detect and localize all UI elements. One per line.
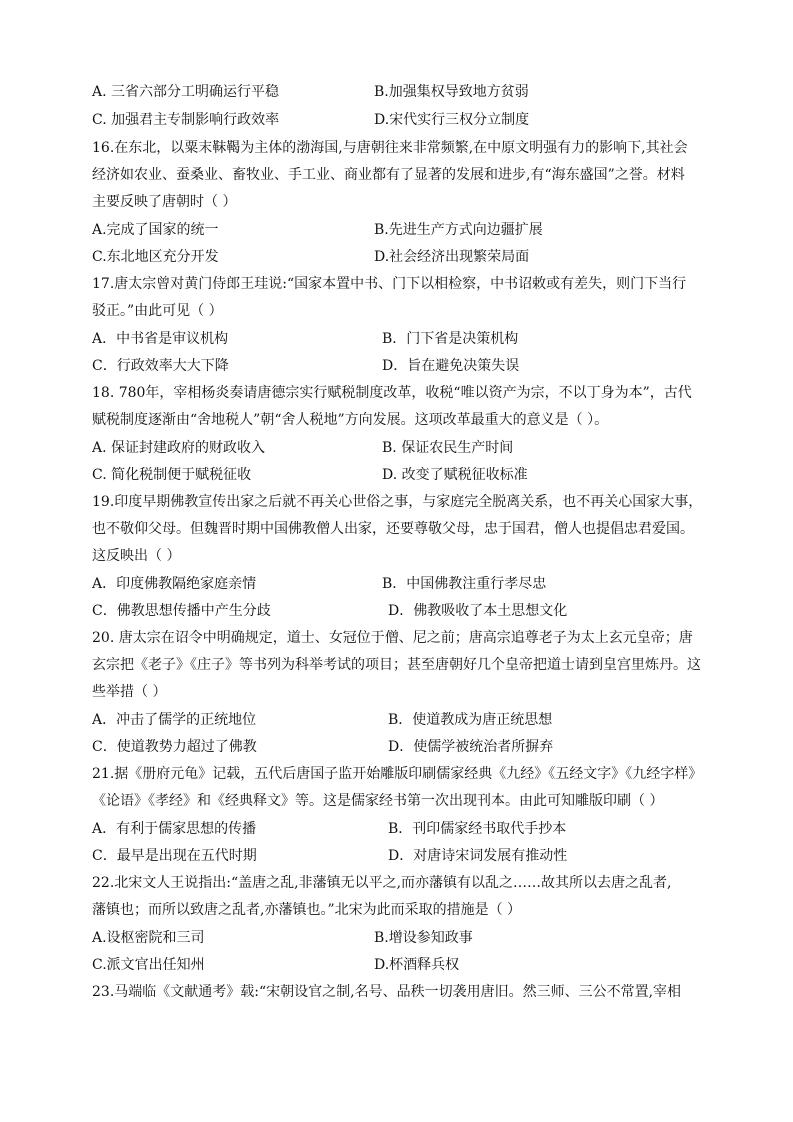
answer-option: A．有利于儒家思想的传播 bbox=[92, 821, 257, 837]
question-text-line: 主要反映了唐朝时（ ） bbox=[92, 194, 237, 210]
answer-option: A．冲击了儒学的正统地位 bbox=[92, 712, 257, 728]
question-text-line: 17.唐太宗曾对黄门侍郎王珪说:“国家本置中书、门下以相检察，中书诏敕或有差失，则门下当行 bbox=[92, 276, 687, 292]
answer-option: B．门下省是决策机构 bbox=[382, 331, 519, 347]
answer-option: B.先进生产方式向边疆扩展 bbox=[374, 222, 543, 238]
answer-option: D. 改变了赋税征收标准 bbox=[382, 467, 528, 483]
question-text-line: 这反映出（ ） bbox=[92, 548, 181, 564]
answer-option: B．使道教成为唐正统思想 bbox=[388, 712, 553, 728]
question-text-line: 19.印度早期佛教宣传出家之后就不再关心世俗之事，与家庭完全脱离关系，也不再关心国家大事， bbox=[92, 494, 702, 510]
question-text-line: 20. 唐太宗在诏令中明确规定，道士、女冠位于僧、尼之前；唐高宗追尊老子为太上玄元皇帝；唐 bbox=[92, 630, 693, 646]
answer-option: A. 三省六部分工明确运行平稳 bbox=[92, 84, 280, 100]
answer-option: D.宋代实行三权分立制度 bbox=[374, 112, 530, 128]
answer-option: B.加强集权导致地方贫弱 bbox=[374, 84, 529, 100]
answer-option: B.增设参知政事 bbox=[374, 930, 473, 946]
answer-option: D．佛教吸收了本土思想文化 bbox=[388, 603, 568, 619]
answer-option: C．最早是出现在五代时期 bbox=[92, 848, 257, 864]
question-text-line: 21.据《册府元龟》记载，五代后唐国子监开始雕版印刷儒家经典《九经》《五经文字》《九经字样》 bbox=[92, 766, 702, 782]
answer-option: C. 加强君主专制影响行政效率 bbox=[92, 112, 280, 128]
answer-option: C．行政效率大大下降 bbox=[92, 358, 229, 374]
answer-option: A.完成了国家的统一 bbox=[92, 222, 219, 238]
answer-option: A．中书省是审议机构 bbox=[92, 331, 229, 347]
answer-option: B. 保证农民生产时间 bbox=[382, 440, 514, 456]
question-text-line: 也不敬仰父母。但魏晋时期中国佛教僧人出家，还要尊敬父母，忠于国君，僧人也提倡忠君爱国。 bbox=[92, 521, 694, 537]
answer-option: C．佛教思想传播中产生分歧 bbox=[92, 603, 271, 619]
question-text-line: 18. 780年，宰相杨炎奏请唐德宗实行赋税制度改革，收税“唯以资产为宗，不以丁身为本”，古代 bbox=[92, 385, 692, 401]
answer-option: D.杯酒释兵权 bbox=[374, 957, 460, 973]
question-text-line: 些举措（ ） bbox=[92, 684, 167, 700]
answer-option: D．使儒学被统治者所摒弃 bbox=[388, 739, 554, 755]
question-text-line: 22.北宋文人王说指出:“盖唐之乱,非藩镇无以平之,而亦藩镇有以乱之……故其所以去唐之乱者, bbox=[92, 875, 672, 891]
answer-option: C. 简化税制便于赋税征收 bbox=[92, 467, 252, 483]
answer-option: B．刊印儒家经书取代手抄本 bbox=[388, 821, 567, 837]
answer-option: C.东北地区充分开发 bbox=[92, 249, 219, 265]
answer-option: A. 保证封建政府的财政收入 bbox=[92, 440, 266, 456]
question-text-line: 赋税制度逐渐由“舍地税人”朝“舍人税地”方向发展。这项改革最重大的意义是（ ）。 bbox=[92, 412, 609, 428]
question-text-line: 23.马端临《文献通考》载:“宋朝设官之制,名号、品秩一切袭用唐旧。然三师、三公不常置,宰相 bbox=[92, 984, 682, 1000]
answer-option: A．印度佛教隔绝家庭亲情 bbox=[92, 576, 257, 592]
question-text-line: 藩镇也；而所以致唐之乱者,亦藩镇也。”北宋为此而采取的措施是（ ） bbox=[92, 902, 522, 918]
answer-option: D．旨在避免决策失误 bbox=[382, 358, 520, 374]
question-text-line: 16.在东北，以粟末靺鞨为主体的渤海国,与唐朝往来非常频繁,在中原文明强有力的影响下,其社会 bbox=[92, 140, 688, 156]
question-text-line: 《论语》《孝经》和《经典释文》等。这是儒家经书第一次出现刊本。由此可知雕版印刷（ ） bbox=[92, 793, 664, 809]
answer-option: C．使道教势力超过了佛教 bbox=[92, 739, 257, 755]
question-text-line: 玄宗把《老子》《庄子》等书列为科举考试的项目；甚至唐朝好几个皇帝把道士请到皇宫里炼丹。这 bbox=[92, 657, 701, 673]
answer-option: C.派文官出任知州 bbox=[92, 957, 205, 973]
question-text-line: 经济如农业、蚕桑业、畜牧业、手工业、商业都有了显著的发展和进步,有“海东盛国”之誉。材料 bbox=[92, 167, 685, 183]
answer-option: D.社会经济出现繁荣局面 bbox=[374, 249, 530, 265]
answer-option: A.设枢密院和三司 bbox=[92, 930, 205, 946]
answer-option: B．中国佛教注重行孝尽忠 bbox=[382, 576, 547, 592]
answer-option: D．对唐诗宋词发展有推动性 bbox=[388, 848, 568, 864]
question-text-line: 驳正。”由此可见（ ） bbox=[92, 303, 223, 319]
